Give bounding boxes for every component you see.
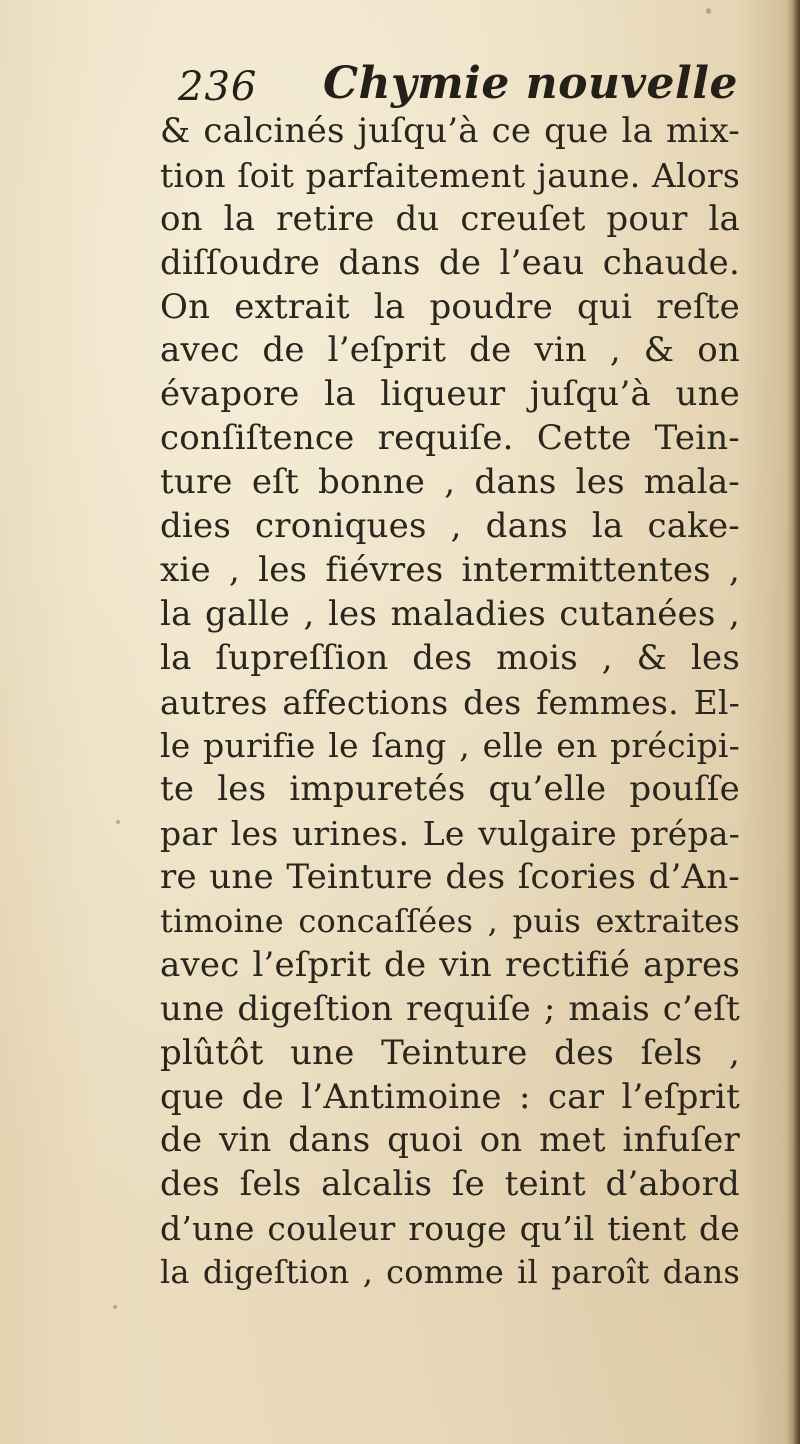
text-line: d’une couleur rouge qu’il tient de <box>160 1209 740 1249</box>
page-edge <box>786 0 800 1444</box>
text-line: timoine concaſſées , puis extraites <box>160 902 740 941</box>
ink-spot <box>113 1305 117 1309</box>
text-line: que de l’Antimoine : car l’eſprit <box>160 1076 740 1117</box>
text-line: la galle , les maladies cutanées , <box>160 593 740 634</box>
text-line: par les urines. Le vulgaire prépa- <box>160 814 740 854</box>
text-line: une digeſtion requiſe ; mais c’eſt <box>160 988 740 1029</box>
text-line: la digeſtion , comme il paroît dans <box>160 1253 740 1292</box>
text-line: la ſupreſſion des mois , & les <box>160 637 740 678</box>
running-title: Chymie nouvelle <box>323 58 738 109</box>
text-line: des ſels alcalis ſe teint d’abord <box>160 1164 740 1205</box>
text-line: te les impuretés qu’elle pouſſe <box>160 769 740 810</box>
page-header <box>178 58 738 118</box>
text-line: re une Teinture des ſcories d’An- <box>160 857 740 898</box>
text-line: dies croniques , dans la cakе- <box>160 506 740 547</box>
text-line: évapore la liqueur juſqu’à une <box>160 374 740 415</box>
text-line: ture eſt bonne , dans les mala- <box>160 462 740 503</box>
text-line: autres affections des femmes. El- <box>160 682 740 722</box>
text-line: avec de l’eſprit de vin , & on <box>160 330 740 371</box>
body-text <box>160 110 740 1295</box>
text-line: on la retire du creuſet pour la <box>160 198 740 239</box>
text-line: conſiſtence requiſe. Cette Tein- <box>160 418 740 459</box>
text-line: On extrait la poudre qui reſte <box>160 286 740 327</box>
ink-spot <box>706 8 711 14</box>
text-line: le purifie le ſang , elle en précipi- <box>160 726 740 766</box>
text-line: de vin dans quoi on met infuſer <box>160 1120 740 1161</box>
text-line: & calcinés juſqu’à ce que la mix- <box>160 111 740 151</box>
text-line: tion ſoit parfaitement jaune. Alors <box>160 155 740 195</box>
text-line: avec l’eſprit de vin rectifié apres <box>160 944 740 985</box>
text-line: diſſoudre dans de l’eau chaude. <box>160 242 740 283</box>
page-number: 236 <box>178 64 258 110</box>
ink-spot <box>116 820 120 824</box>
text-line: xie , les fiévres intermittentes , <box>160 549 740 590</box>
text-line: plûtôt une Teinture des ſels , <box>160 1032 740 1073</box>
